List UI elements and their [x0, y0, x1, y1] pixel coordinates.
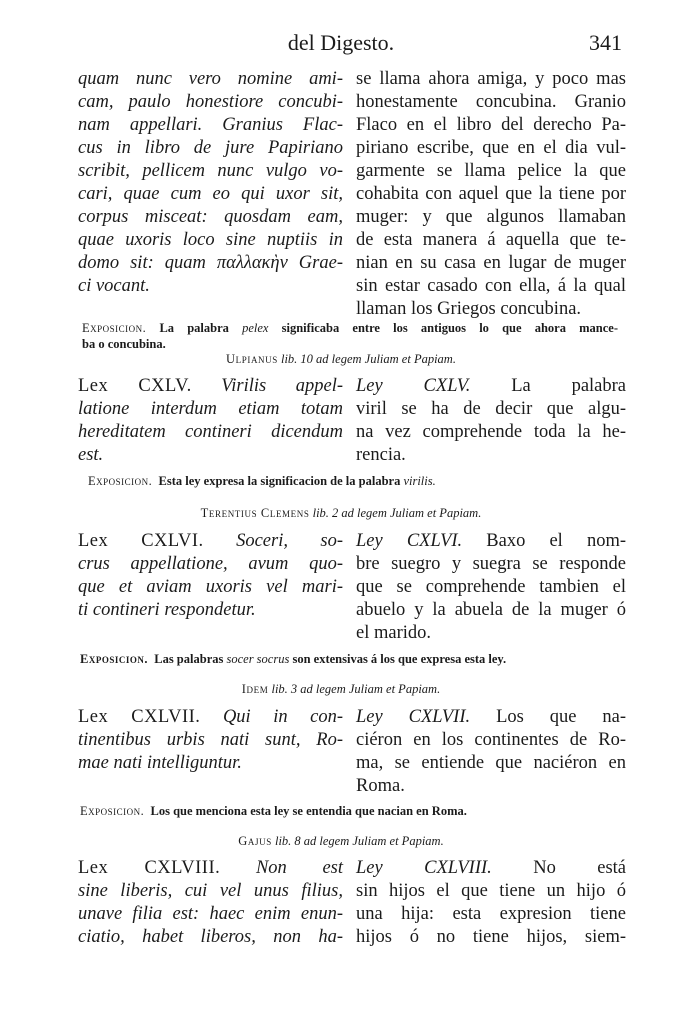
latin-line: Virilis appel- — [221, 376, 344, 396]
latin-line: mae nati intelliguntur. — [78, 753, 242, 773]
exposicion-label: Exposicion. — [80, 804, 145, 818]
latin-line: que et aviam uxoris vel mari- — [78, 577, 343, 597]
spanish-line: sin hijos el que tiene un hijo ó — [356, 881, 626, 901]
lex-number: Lex CXLVI. — [78, 531, 204, 551]
citation-reference: lib. 2 ad legem Juliam et Papiam. — [312, 506, 482, 520]
latin-line: ti contineri respondetur. — [78, 600, 256, 620]
spanish-line: hijos ó no tiene hijos, siem- — [356, 927, 626, 947]
spanish-line: piriano escribe, que en el dia vul- — [356, 138, 626, 158]
spanish-line: ciéron en los continentes de Ro- — [356, 730, 626, 750]
ley-number: Ley CXLV. — [356, 376, 471, 396]
citation-author: Ulpianus — [226, 352, 278, 366]
citation-author: Terentius Clemens — [200, 506, 310, 520]
latin-line: scribit, pellicem nunc vulgo vo- — [78, 161, 343, 181]
latin-line: Non est — [255, 858, 344, 878]
exposicion-text: son extensivas á los que expresa esta ley. — [292, 652, 507, 666]
exposicion-label: Exposicion. — [82, 321, 147, 335]
spanish-line: se llama ahora amiga, y poco mas — [356, 69, 626, 89]
spanish-line: garmente se llama pelice la que — [356, 161, 626, 181]
spanish-line: bre suegro y suegra se responde — [356, 554, 626, 574]
spanish-column — [356, 68, 626, 321]
ley-number: Ley CXLVIII. — [356, 858, 492, 878]
ley-number: Ley CXLVI. — [356, 531, 463, 551]
spanish-line: que se comprehende tambien el — [356, 577, 626, 597]
exposicion-text: Los que menciona esta ley se entendia que nacian en Roma. — [150, 804, 467, 818]
latin-line: unave filia est: haec enim enun- — [78, 904, 343, 924]
spanish-line: Los que na- — [496, 707, 627, 727]
latin-line: ci vocant. — [78, 276, 150, 296]
spanish-line: Roma. — [356, 776, 405, 796]
exposicion-text: ba o concubina. — [82, 337, 166, 351]
latin-line: latione interdum etiam totam — [78, 399, 343, 419]
spanish-line: viril se ha de decir que algu- — [356, 399, 626, 419]
spanish-line: de esta manera á aquella que te- — [356, 230, 626, 250]
exposicion-note — [80, 651, 620, 667]
latin-line: corpus misceat: quosdam eam, — [78, 207, 343, 227]
citation-author: Gajus — [238, 834, 272, 848]
spanish-line: Flaco en el libro del derecho Pa- — [356, 115, 626, 135]
ley-number: Ley CXLVII. — [356, 707, 471, 727]
latin-line: sine liberis, cui vel unus filius, — [78, 881, 343, 901]
exposicion-note — [80, 803, 620, 819]
spanish-line: nian en su casa en lugar de muger — [356, 253, 626, 273]
latin-column — [78, 706, 343, 775]
latin-line: ciatio, habet liberos, non ha- — [78, 927, 343, 947]
exposicion-note — [82, 320, 618, 352]
latin-line: tinentibus urbis nati sunt, Ro- — [78, 730, 343, 750]
spanish-line: llaman los Griegos concubina. — [356, 299, 582, 319]
latin-line: cus in libro de jure Papiriano — [78, 138, 343, 158]
page-number: 341 — [589, 30, 622, 55]
exposicion-term: socer socrus — [226, 652, 290, 666]
latin-line: est. — [78, 445, 104, 465]
exposicion-note — [88, 473, 628, 489]
citation-reference: lib. 10 ad legem Juliam et Papiam. — [280, 352, 456, 366]
exposicion-text: Esta ley expresa la significacion de la palabra — [158, 474, 401, 488]
spanish-line: ma, se entiende que naciéron en — [356, 753, 626, 773]
latin-line: domo sit: quam παλλακὴν Grae- — [78, 253, 343, 273]
spanish-column — [356, 857, 626, 949]
spanish-column — [356, 530, 626, 645]
spanish-column — [356, 706, 626, 798]
spanish-line: abuelo y la abuela de la muger ó — [356, 600, 626, 620]
spanish-line: el marido. — [356, 623, 432, 643]
latin-line: Soceri, so- — [236, 531, 344, 551]
latin-column — [78, 68, 343, 298]
latin-line: quae uxoris loco sine nuptiis in — [78, 230, 343, 250]
latin-line: quam nunc vero nomine ami- — [78, 69, 343, 89]
citation-reference: lib. 3 ad legem Juliam et Papiam. — [271, 682, 441, 696]
exposicion-label: Exposicion. — [80, 652, 148, 666]
spanish-line: No está — [533, 858, 626, 878]
latin-line: cam, paulo honestiore concubi- — [78, 92, 343, 112]
latin-line: crus appellatione, avum quo- — [78, 554, 343, 574]
latin-column — [78, 857, 343, 949]
exposicion-text: Las palabras — [154, 652, 224, 666]
spanish-line: Baxo el nom- — [486, 531, 626, 551]
exposicion-text: significaba entre los antiguos lo que ahora mance- — [281, 321, 619, 335]
citation — [0, 351, 682, 367]
lex-number: Lex CXLVII. — [78, 707, 201, 727]
spanish-column — [356, 375, 626, 467]
spanish-line: muger: y que algunos llamaban — [356, 207, 626, 227]
lex-number: Lex CXLV. — [78, 376, 192, 396]
citation — [0, 681, 682, 697]
spanish-line: sin estar casado con ella, á la qual — [356, 276, 626, 296]
exposicion-text: La palabra — [159, 321, 229, 335]
latin-line: hereditatem contineri dicendum — [78, 422, 343, 442]
spanish-line: La palabra — [511, 376, 626, 396]
latin-line: nam appellari. Granius Flac- — [78, 115, 343, 135]
spanish-line: honestamente concubina. Granio — [356, 92, 626, 112]
exposicion-term: pelex — [242, 321, 269, 335]
latin-column — [78, 375, 343, 467]
spanish-line: na vez comprehende toda la he- — [356, 422, 626, 442]
citation-reference: lib. 8 ad legem Juliam et Papiam. — [274, 834, 444, 848]
citation — [0, 505, 682, 521]
citation-author: Idem — [241, 682, 269, 696]
spanish-line: una hija: esta expresion tiene — [356, 904, 626, 924]
exposicion-label: Exposicion. — [88, 474, 153, 488]
citation — [0, 833, 682, 849]
latin-column — [78, 530, 343, 622]
lex-number: Lex CXLVIII. — [78, 858, 221, 878]
page-title: del Digesto. — [287, 30, 395, 55]
exposicion-term: virilis. — [403, 474, 436, 488]
spanish-line: rencia. — [356, 445, 406, 465]
spanish-line: cohabita con aquel que la tiene por — [356, 184, 626, 204]
latin-line: cari, quae cum eo qui uxor sit, — [78, 184, 343, 204]
latin-line: Qui in con- — [222, 707, 344, 727]
